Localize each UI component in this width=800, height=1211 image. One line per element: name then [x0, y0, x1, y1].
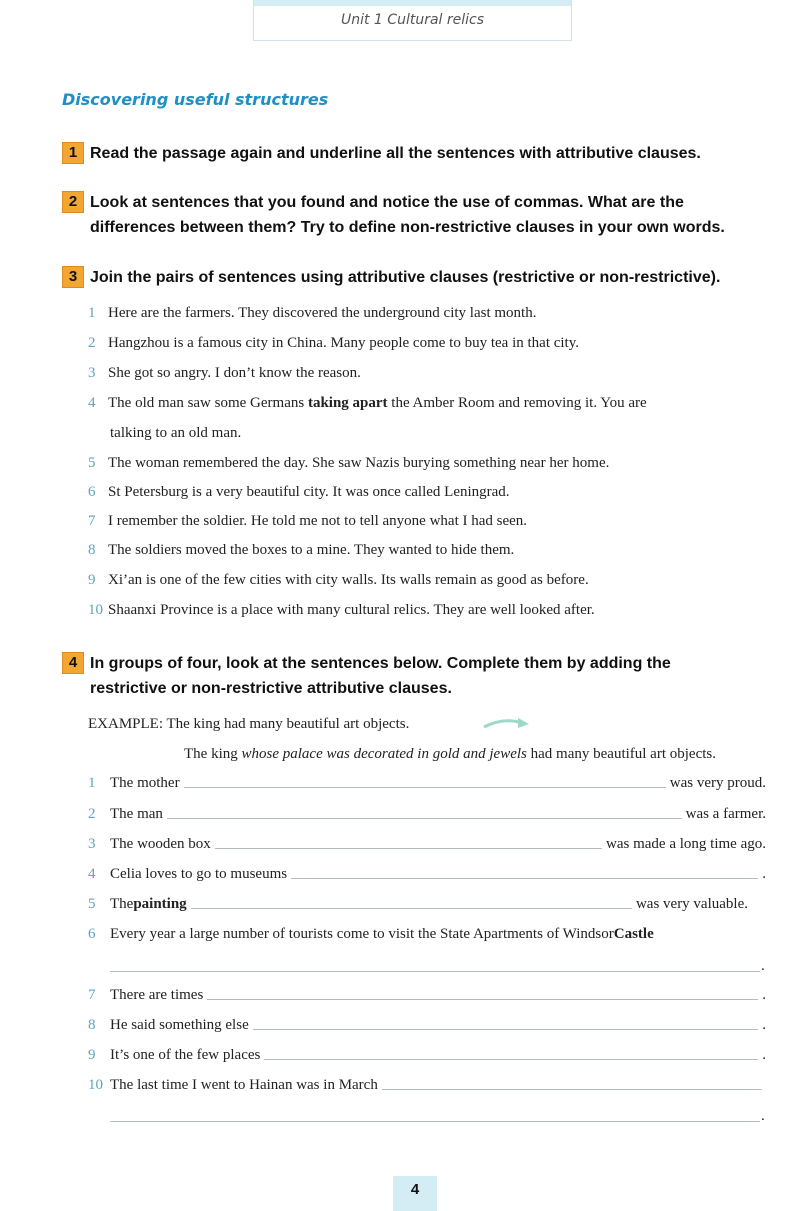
- list-item: 3 She got so angry. I don’t know the reason.: [88, 365, 361, 381]
- task-number-badge: 3: [62, 266, 84, 288]
- fill-in-row: 1 The mother was very proud.: [88, 775, 766, 791]
- example-line-2: The king whose palace was decorated in gold and jewels had many beautiful art objects.: [184, 746, 716, 762]
- list-item: 7 I remember the soldier. He told me not to tell anyone what I had seen.: [88, 513, 528, 529]
- period: .: [761, 958, 765, 974]
- list-item: 9 Xi’an is one of the few cities with city walls. Its walls remain as good as before.: [88, 572, 589, 588]
- fill-in-row: 4 Celia loves to go to museums .: [88, 866, 766, 882]
- fill-in-row: 5 The painting was very valuable.: [88, 896, 748, 912]
- answer-blank[interactable]: [110, 1120, 760, 1122]
- task-instruction: Join the pairs of sentences using attributive clauses (restrictive or non-restrictive).: [90, 269, 721, 286]
- task-1: [62, 141, 767, 166]
- task-number-badge: 4: [62, 652, 84, 674]
- task-instruction-line-2: restrictive or non-restrictive attributive clauses.: [90, 680, 452, 697]
- task-3: [62, 265, 767, 290]
- task-instruction: Read the passage again and underline all the sentences with attributive clauses.: [90, 145, 701, 162]
- list-item-continuation: talking to an old man.: [110, 425, 242, 441]
- task-4: [62, 651, 767, 701]
- fill-in-row: 8 He said something else .: [88, 1017, 766, 1033]
- fill-in-row: 6 Every year a large number of tourists come to visit the State Apartments of Windsor Castle: [88, 926, 654, 942]
- task-number-badge: 1: [62, 142, 84, 164]
- example-line-1: EXAMPLE: The king had many beautiful art objects.: [88, 716, 410, 732]
- list-item: 10 Shaanxi Province is a place with many cultural relics. They are well looked after.: [88, 602, 595, 618]
- unit-header-tab: [253, 0, 572, 41]
- list-item: 2 Hangzhou is a famous city in China. Many people come to buy tea in that city.: [88, 335, 579, 351]
- answer-blank[interactable]: [253, 1028, 759, 1030]
- unit-title: Unit 1 Cultural relics: [340, 12, 485, 28]
- answer-blank[interactable]: [382, 1088, 762, 1090]
- task-2: [62, 190, 767, 240]
- fill-in-row: 2 The man was a farmer.: [88, 806, 766, 822]
- task-instruction-line-2: differences between them? Try to define non-restrictive clauses in your own words.: [90, 219, 725, 236]
- fill-in-row: 10 The last time I went to Hainan was in March: [88, 1077, 766, 1094]
- list-item: 8 The soldiers moved the boxes to a mine. They wanted to hide them.: [88, 542, 515, 558]
- task-instruction-line-1: Look at sentences that you found and notice the use of commas. What are the: [90, 194, 684, 211]
- list-item: 4 The old man saw some Germans taking apart the Amber Room and removing it. You are: [88, 395, 647, 411]
- period: .: [761, 1108, 765, 1124]
- answer-blank[interactable]: [110, 970, 760, 972]
- list-item: 6 St Petersburg is a very beautiful city. It was once called Leningrad.: [88, 484, 510, 500]
- answer-blank[interactable]: [207, 998, 758, 1000]
- list-item: 5 The woman remembered the day. She saw Nazis burying something near her home.: [88, 455, 610, 471]
- section-title: Discovering useful structures: [62, 90, 329, 109]
- answer-blank[interactable]: [191, 907, 632, 909]
- answer-blank[interactable]: [167, 817, 682, 819]
- header-accent-bar: [254, 0, 571, 6]
- fill-in-row: 9 It’s one of the few places .: [88, 1047, 766, 1063]
- task-instruction-line-1: In groups of four, look at the sentences below. Complete them by adding the: [90, 655, 671, 672]
- arrow-icon: [482, 715, 532, 731]
- fill-in-row: 3 The wooden box was made a long time ago.: [88, 836, 766, 852]
- answer-blank[interactable]: [264, 1058, 758, 1060]
- answer-blank[interactable]: [291, 877, 758, 879]
- page-number: 4: [393, 1176, 437, 1211]
- answer-blank[interactable]: [184, 786, 666, 788]
- answer-blank[interactable]: [215, 847, 602, 849]
- task-number-badge: 2: [62, 191, 84, 213]
- list-item: 1 Here are the farmers. They discovered the underground city last month.: [88, 305, 537, 321]
- fill-in-row: 7 There are times .: [88, 987, 766, 1003]
